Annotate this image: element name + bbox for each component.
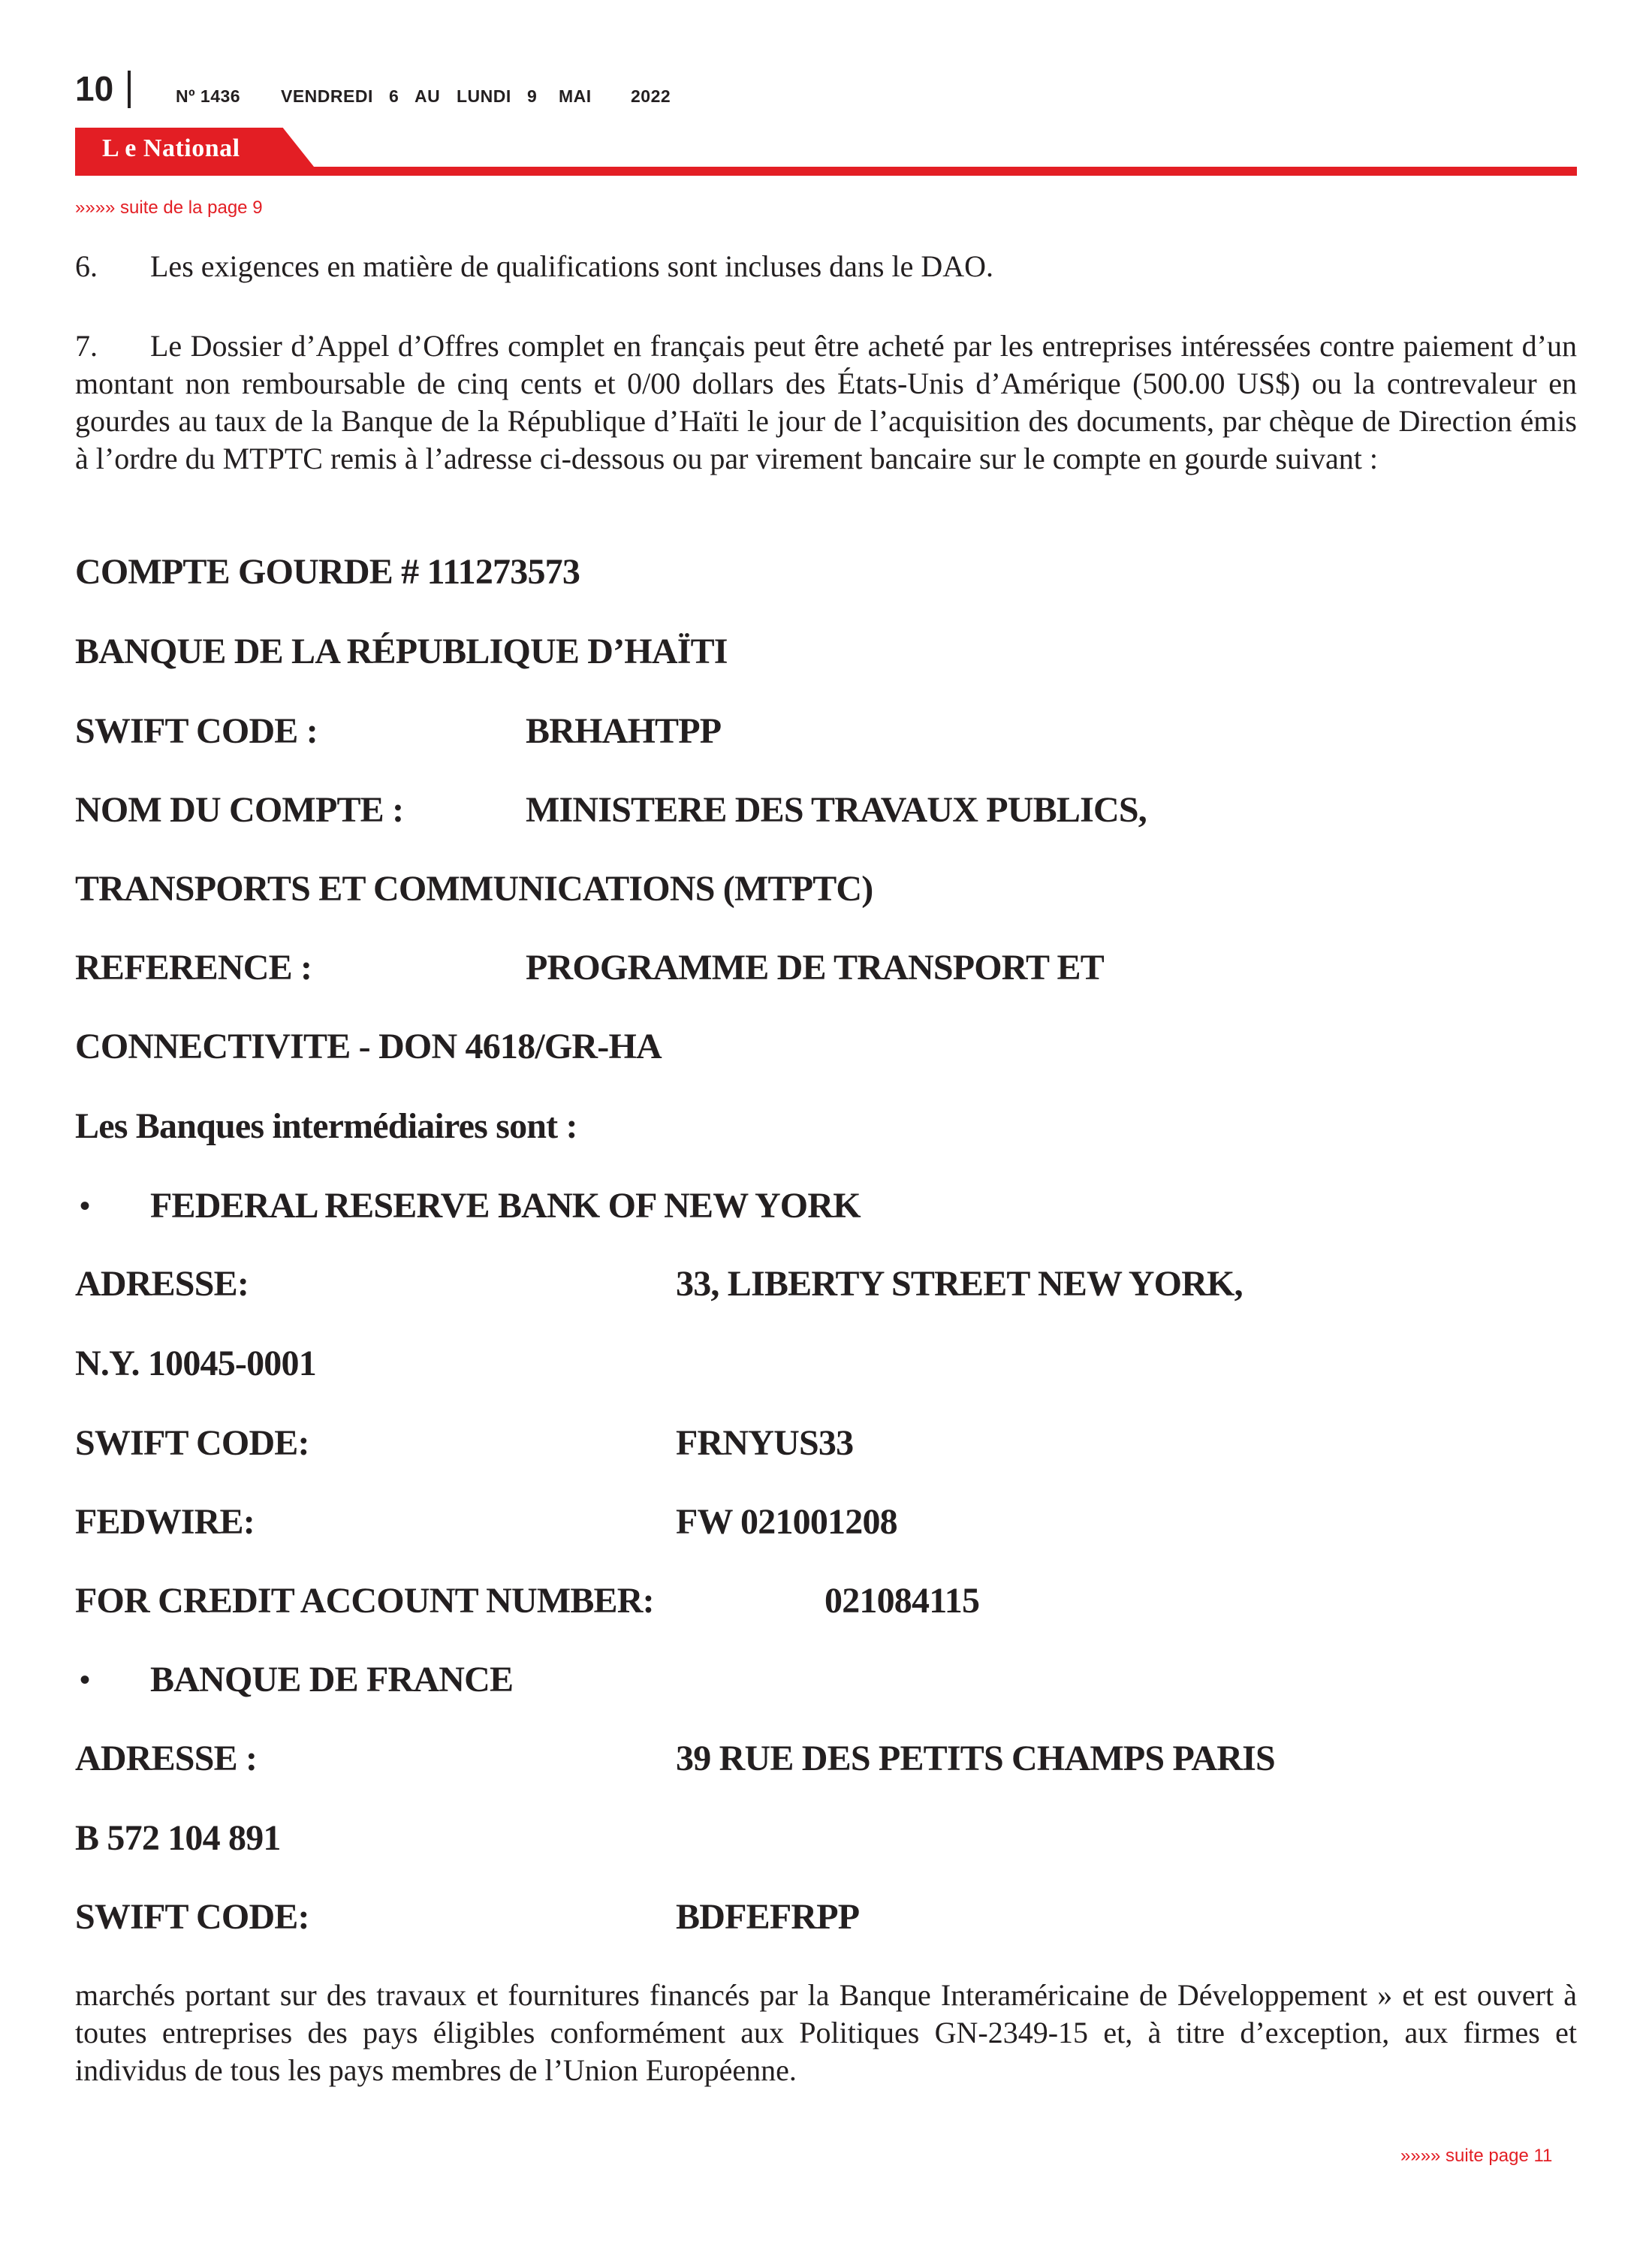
reference-label: REFERENCE : — [75, 948, 312, 988]
bdf-address-continued: B 572 104 891 — [75, 1818, 281, 1858]
bank-name: BANQUE DE LA RÉPUBLIQUE D’HAÏTI — [75, 632, 728, 671]
fed-address-label: ADRESSE: — [75, 1264, 249, 1304]
issue-year: 2022 — [631, 86, 671, 106]
issue-date-from: 6 — [389, 86, 399, 106]
account-number: COMPTE GOURDE # 111273573 — [75, 552, 580, 592]
account-name-label: NOM DU COMPTE : — [75, 790, 404, 830]
issue-number: Nº 1436 — [176, 86, 241, 106]
intermediaries-heading: Les Banques intermédiaires sont : — [75, 1106, 577, 1146]
bdf-bullet: • — [80, 1663, 91, 1697]
page-number: 10 — [75, 69, 114, 108]
fedwire-label: FEDWIRE: — [75, 1502, 255, 1542]
issue-day-from: VENDREDI — [281, 86, 373, 106]
paragraph-6-number: 6. — [75, 249, 98, 283]
bdf-swift-value: BDFEFRPP — [676, 1897, 860, 1937]
fed-swift-label: SWIFT CODE: — [75, 1423, 309, 1463]
credit-account-label: FOR CREDIT ACCOUNT NUMBER: — [75, 1581, 654, 1621]
bdf-address-label: ADRESSE : — [75, 1739, 258, 1778]
issue-date-to: 9 — [527, 86, 538, 106]
issue-day-to: LUNDI — [457, 86, 511, 106]
closing-paragraph: marchés portant sur des travaux et fournitures financés par la Banque Interaméricaine de Développement » et est ouvert à toutes entreprises des pays éligibles conformément aux Politiques GN-2349-15 et, à titre d’exception, aux firmes et individus de tous les pays membres de l’Union Européenne. — [75, 1978, 1577, 2087]
fedwire-value: FW 021001208 — [676, 1502, 897, 1542]
issue-month: MAI — [559, 86, 592, 106]
swift-value: BRHAHTPP — [526, 711, 722, 751]
paragraph-7 — [75, 327, 1577, 478]
bdf-address-value: 39 RUE DES PETITS CHAMPS PARIS — [676, 1739, 1275, 1778]
paragraph-7-number: 7. — [75, 329, 98, 363]
fed-bank-name: FEDERAL RESERVE BANK OF NEW YORK — [150, 1186, 861, 1226]
continued-to: »»»» suite page 11 — [1400, 2146, 1553, 2166]
account-name-continued: TRANSPORTS ET COMMUNICATIONS (MTPTC) — [75, 869, 873, 909]
reference-continued: CONNECTIVITE - DON 4618/GR-HA — [75, 1027, 662, 1066]
paragraph-7-text: Le Dossier d’Appel d’Offres complet en français peut être acheté par les entreprises intéressées contre paiement d’un montant non remboursable de cinq cents et 0/00 dollars des États-Unis d’Amérique (500.00 US$) ou la contrevaleur en gourdes au taux de la Banque de la République d’Haïti le jour de l’acquisition des documents, par chèque de Direction émis à l’ordre du MTPTC remis à l’adresse ci-dessous ou par virement bancaire sur le compte en gourde suivant : — [75, 329, 1577, 475]
account-name-value: MINISTERE DES TRAVAUX PUBLICS, — [526, 790, 1147, 830]
fed-address-continued: N.Y. 10045-0001 — [75, 1344, 316, 1383]
fed-bullet: • — [80, 1189, 91, 1223]
page-number-divider — [128, 71, 131, 108]
paragraph-6 — [75, 248, 1577, 285]
bdf-swift-label: SWIFT CODE: — [75, 1897, 309, 1937]
fed-address-value: 33, LIBERTY STREET NEW YORK, — [676, 1264, 1243, 1304]
paragraph-6-text: Les exigences en matière de qualifications sont incluses dans le DAO. — [150, 249, 993, 283]
swift-label: SWIFT CODE : — [75, 711, 318, 751]
fed-swift-value: FRNYUS33 — [676, 1423, 854, 1463]
publication-name: L e National — [102, 134, 240, 162]
credit-account-value: 021084115 — [824, 1581, 980, 1621]
issue-au: AU — [415, 86, 441, 106]
bdf-bank-name: BANQUE DE FRANCE — [150, 1660, 514, 1700]
continued-from: »»»» suite de la page 9 — [75, 198, 263, 218]
reference-value: PROGRAMME DE TRANSPORT ET — [526, 948, 1104, 988]
header-rule — [75, 167, 1577, 176]
